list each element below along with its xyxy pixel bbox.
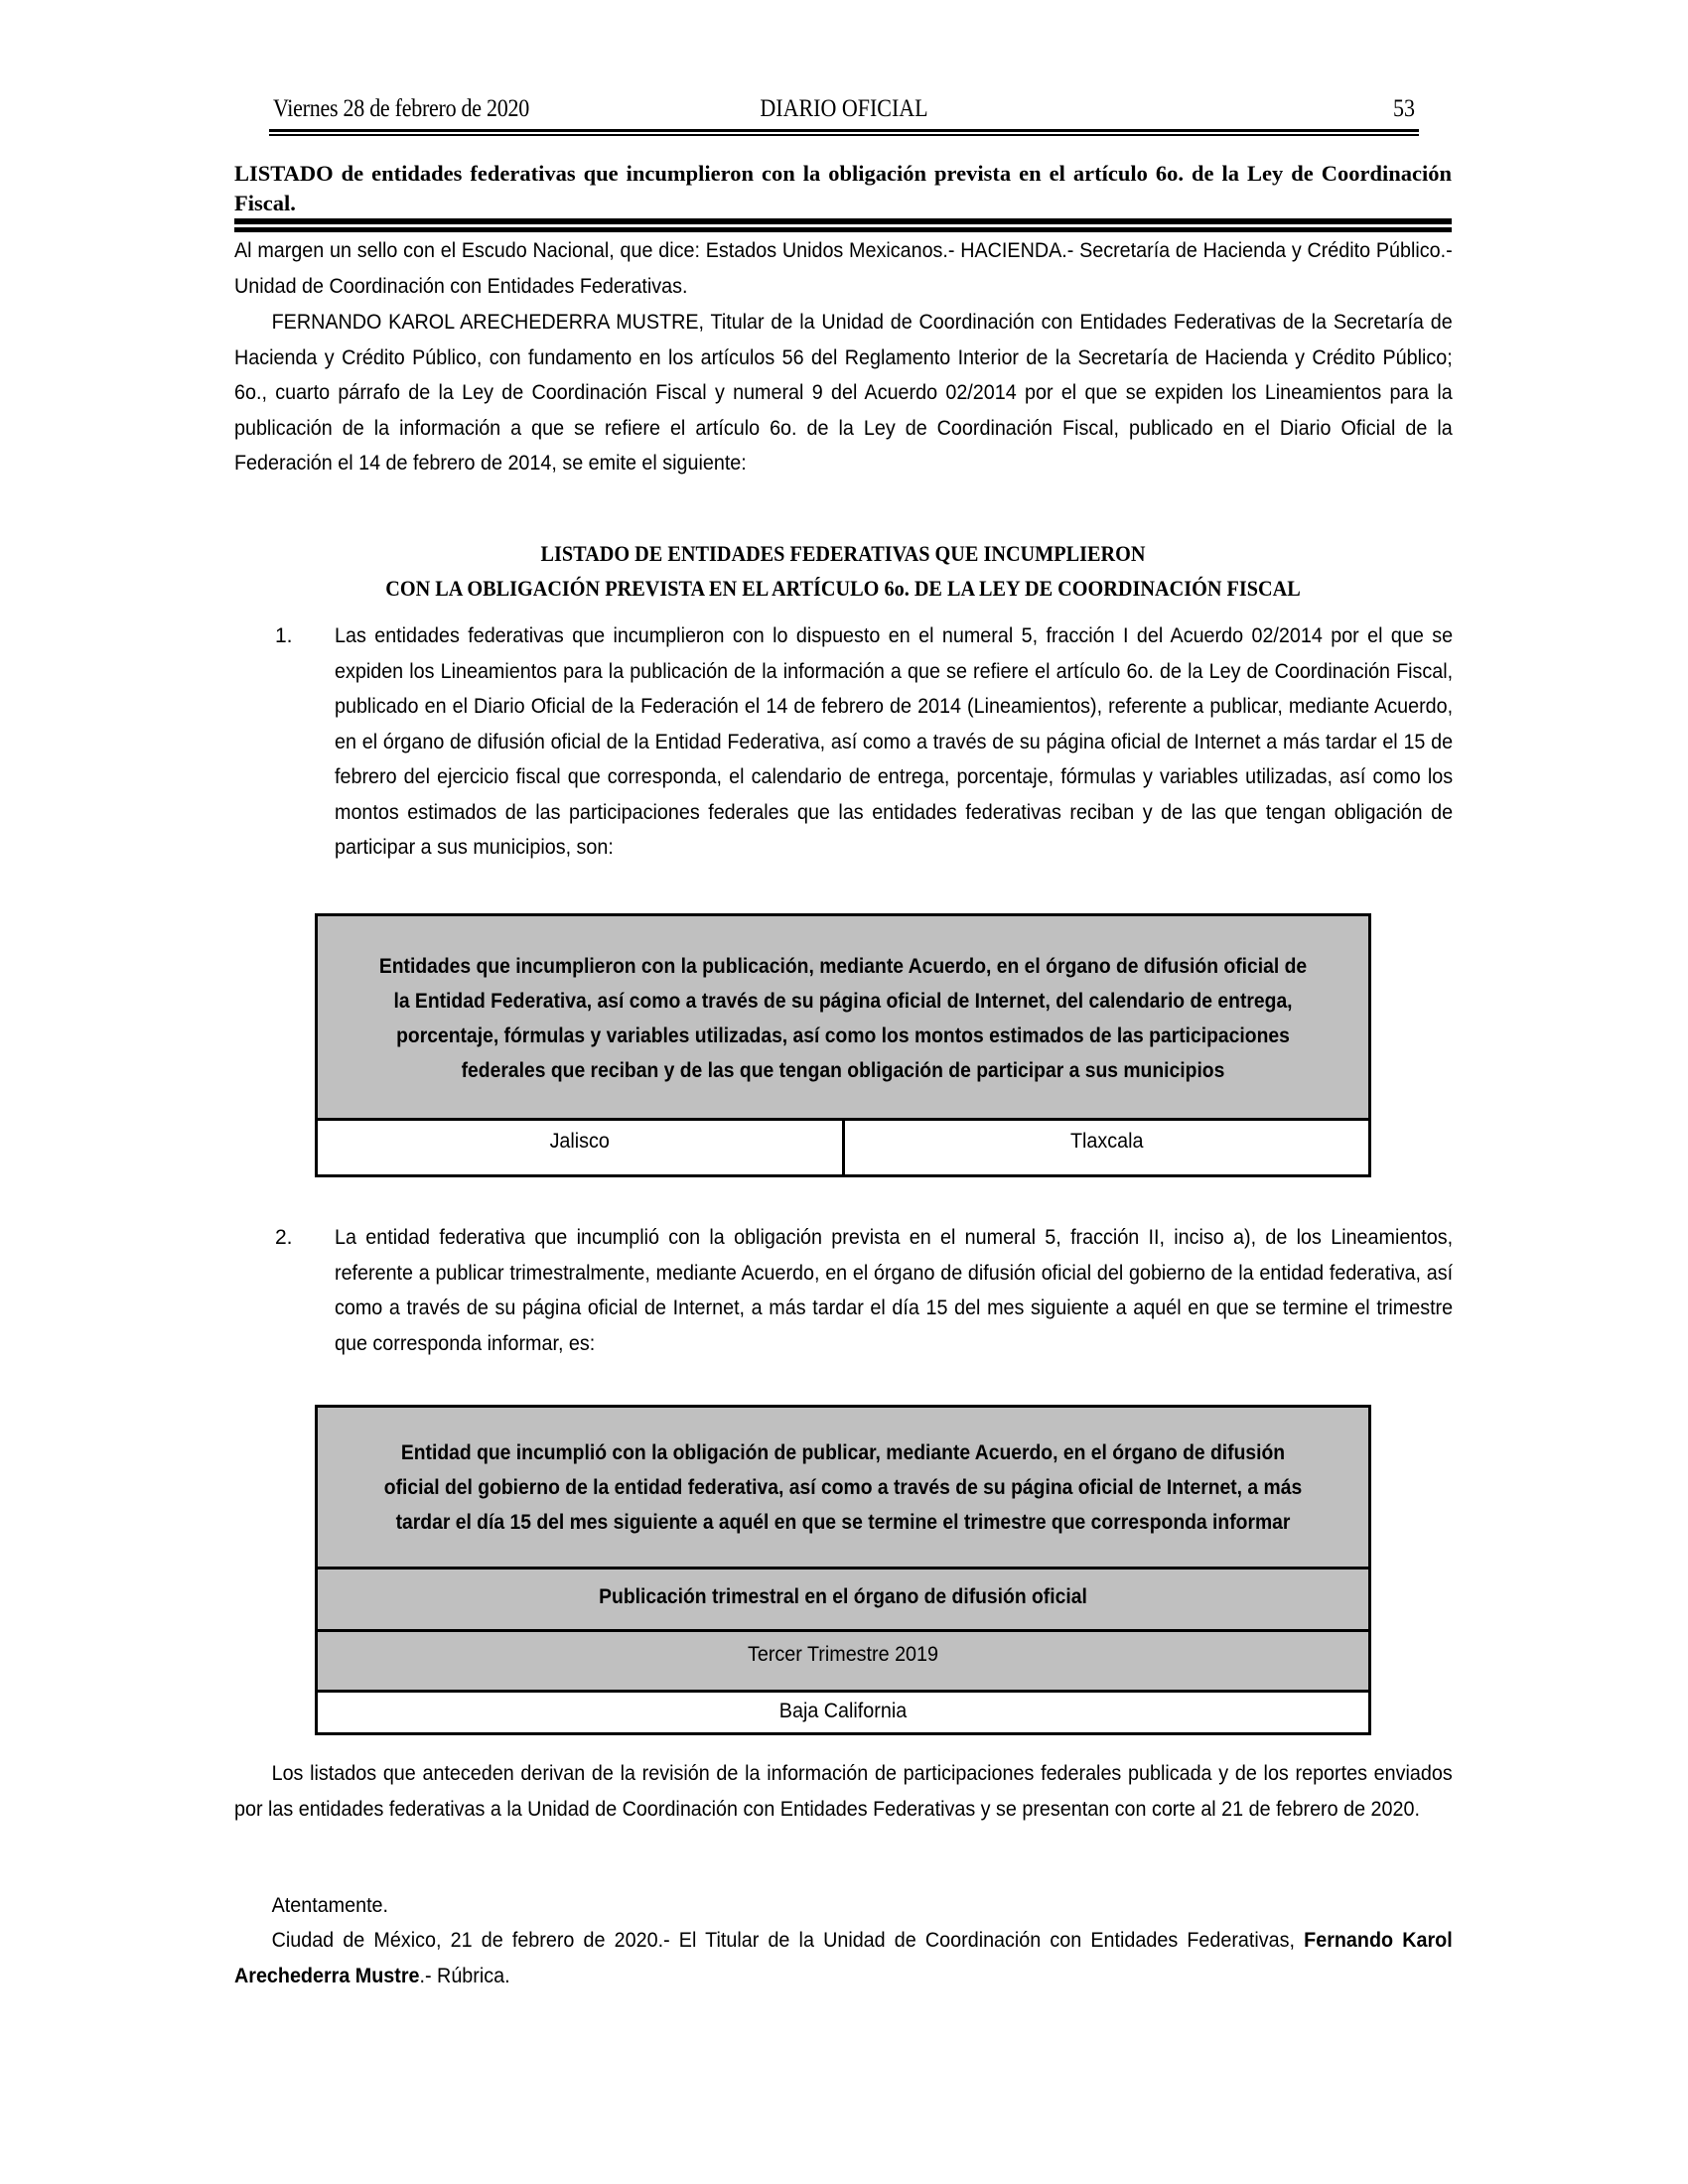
- table-row: [317, 1120, 1370, 1176]
- margin-note-paragraph: Al margen un sello con el Escudo Nacional, que dice: Estados Unidos Mexicanos.- HACIENDA.- Secretaría de Hacienda y Crédito Público.- Unidad de Coordinación con Entidades Federativas.: [234, 239, 1453, 298]
- list-item-text: Las entidades federativas que incumplieron con lo dispuesto en el numeral 5, fracción I del Acuerdo 02/2014 por el que se expiden los Lineamientos para la publicación de la información a que se refiere el artículo 6o. de la Ley de Coordinación Fiscal, publicado en el Diario Oficial de la Federación el 14 de febrero de 2014 (Lineamientos), referente a publicar, mediante Acuerdo, en el órgano de difusión oficial de la Entidad Federativa, así como a través de su página oficial de Internet a más tardar el 15 de febrero del ejercicio fiscal que corresponda, el calendario de entrega, porcentaje, fórmulas y variables utilizadas, así como los montos estimados de las participaciones federales que las entidades federativas reciban y de las que tengan obligación de participar a sus municipios, son:: [335, 624, 1454, 859]
- signature-suffix: .- Rúbrica.: [419, 1964, 510, 1987]
- entity-name: Baja California: [778, 1700, 908, 1722]
- table-header-cell: [317, 1407, 1370, 1569]
- table-subheader-cell: [317, 1569, 1370, 1631]
- signature-prefix: Ciudad de México, 21 de febrero de 2020.- El Titular de la Unidad de Coordinación con Entidades Federativas,: [271, 1929, 1305, 1952]
- table-subheader-text: Publicación trimestral en el órgano de difusión oficial: [599, 1585, 1087, 1608]
- table-row: [317, 1692, 1370, 1734]
- list-heading-line-1: LISTADO DE ENTIDADES FEDERATIVAS QUE INCUMPLIERON: [540, 541, 1146, 566]
- table-period-cell: [317, 1631, 1370, 1692]
- table-header-text: Entidad que incumplió con la obligación de publicar, mediante Acuerdo, en el órgano de difusión oficial del gobierno de la entidad federativa, así como a través de su página oficial de Internet, a más tardar el día 15 del mes siguiente a aquél en que se termine el trimestre que corresponda informar: [383, 1440, 1303, 1534]
- header-page-number: 53: [1393, 95, 1415, 122]
- list-item-text: La entidad federativa que incumplió con la obligación prevista en el numeral 5, fracción II, inciso a), de los Lineamientos, referente a publicar trimestralmente, mediante Acuerdo, en el órgano de difusión oficial del gobierno de la entidad federativa, así como a través de su página oficial de Internet, a más tardar el día 15 del mes siguiente a aquél en que se termine el trimestre que corresponda informar, es:: [335, 1226, 1454, 1355]
- period-text: Tercer Trimestre 2019: [748, 1643, 938, 1666]
- noncompliant-entities-table: [315, 913, 1371, 1177]
- table-cell: [317, 1120, 844, 1176]
- preamble-paragraph: FERNANDO KAROL ARECHEDERRA MUSTRE, Titular de la Unidad de Coordinación con Entidades Federativas de la Secretaría de Hacienda y Crédito Público, con fundamento en los artículos 56 del Reglamento Interior de la Secretaría de Hacienda y Crédito Público; 6o., cuarto párrafo de la Ley de Coordinación Fiscal y numeral 9 del Acuerdo 02/2014 por el que se expiden los Lineamientos para la publicación de la información a que se refiere el artículo 6o. de la Ley de Coordinación Fiscal, publicado en el Diario Oficial de la Federación el 14 de febrero de 2014, se emite el siguiente:: [234, 311, 1453, 475]
- signature-paragraph: [234, 1923, 1453, 1993]
- header-double-rule: [269, 129, 1419, 136]
- header-publication-name: DIARIO OFICIAL: [760, 95, 928, 122]
- closing-paragraph: Los listados que anteceden derivan de la revisión de la información de participaciones federales publicada y de los reportes enviados por las entidades federativas a la Unidad de Coordinación con Entidades Federativas y se presentan con corte al 21 de febrero de 2020.: [234, 1762, 1453, 1821]
- list-item-number: 2.: [275, 1226, 293, 1249]
- list-item-number: 1.: [275, 624, 293, 647]
- header-date: Viernes 28 de febrero de 2020: [273, 95, 529, 122]
- signatory-name: Fernando Karol Arechederra Mustre: [234, 1929, 1453, 1987]
- entity-name: Tlaxcala: [1069, 1130, 1143, 1153]
- title-rule: [234, 218, 1452, 227]
- table-cell: [843, 1120, 1370, 1176]
- table-header-cell: [317, 915, 1370, 1120]
- entity-name: Jalisco: [549, 1130, 610, 1153]
- list-heading: [283, 536, 1403, 606]
- quarterly-noncompliance-table: [315, 1405, 1371, 1735]
- table-header-text: Entidades que incumplieron con la publicación, mediante Acuerdo, en el órgano de difusión oficial de la Entidad Federativa, así como a través de su página oficial de Internet, del calendario de entrega, porcentaje, fórmulas y variables utilizadas, así como los montos estimados de las participaciones federales que reciban y de las que tengan obligación de participar a sus municipios: [378, 954, 1308, 1082]
- table-cell: [317, 1692, 1370, 1734]
- list-heading-line-2: CON LA OBLIGACIÓN PREVISTA EN EL ARTÍCULO 6o. DE LA LEY DE COORDINACIÓN FISCAL: [385, 576, 1301, 601]
- salutation: Atentamente.: [271, 1894, 389, 1917]
- document-title: LISTADO de entidades federativas que incumplieron con la obligación prevista en el artículo 6o. de la Ley de Coordinación Fiscal.: [234, 161, 1452, 215]
